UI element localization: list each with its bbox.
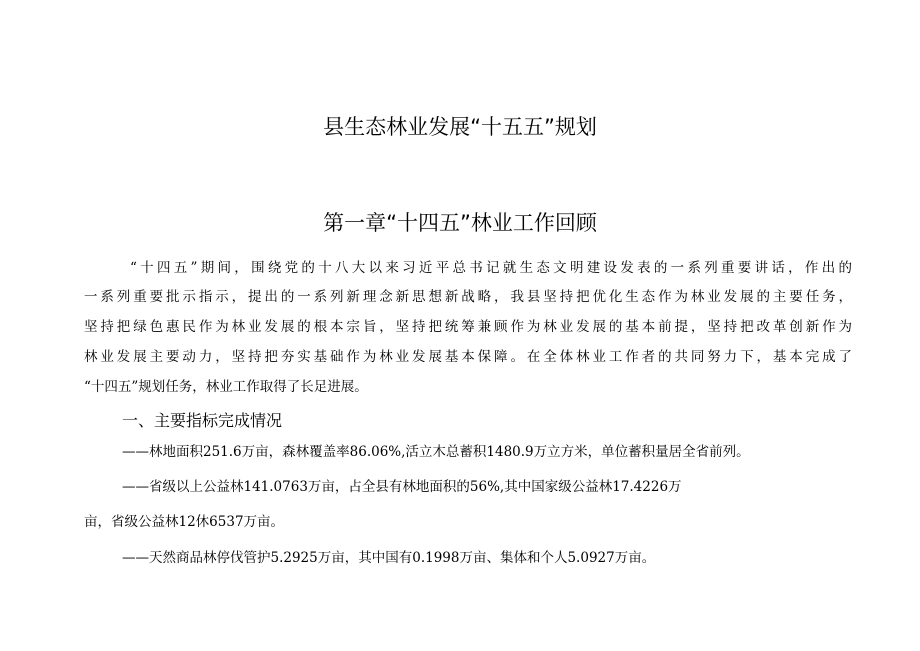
intro-line-1: “十四五”期间，围绕党的十八大以来习近平总书记就生态文明建设发表的一系列重要讲话，作出的 [130,260,852,276]
indicator-item-public-forest: ——省级以上公益林141.0763万亩，占全县有林地面积的56%,其中国家级公益林17.4226万 [122,479,682,495]
chapter-title: 第一章“十四五”林业工作回顾 [323,211,597,235]
indicator-item-public-forest-continued: 亩，省级公益林12休6537万亩。 [84,514,285,530]
intro-line-4: 林业发展主要动力，坚持把夯实基础作为林业发展基本保障。在全体林业工作者的共同努力下，基本完成了 [84,349,852,365]
section-heading: 一、主要指标完成情况 [122,411,283,430]
intro-line-2: 一系列重要批示指示，提出的一系列新理念新思想新战略，我县坚持把优化生态作为林业发展的主要任务， [84,289,852,305]
document-title: 县生态林业发展“十五五”规划 [323,115,597,139]
indicator-item-natural-forest: ——天然商品林停伐管护5.2925万亩，其中国有0.1998万亩、集体和个人5.0927万亩。 [122,550,656,566]
intro-line-5: “十四五”规划任务，林业工作取得了长足进展。 [84,379,368,395]
intro-line-3: 坚持把绿色惠民作为林业发展的根本宗旨，坚持把统筹兼顾作为林业发展的基本前提，坚持把改革创新作为 [84,319,852,335]
indicator-item-forest-land: ——林地面积251.6万亩，森林覆盖率86.06%,活立木总蓄积1480.9万立方米，单位蓄积量居全省前列。 [122,444,750,460]
